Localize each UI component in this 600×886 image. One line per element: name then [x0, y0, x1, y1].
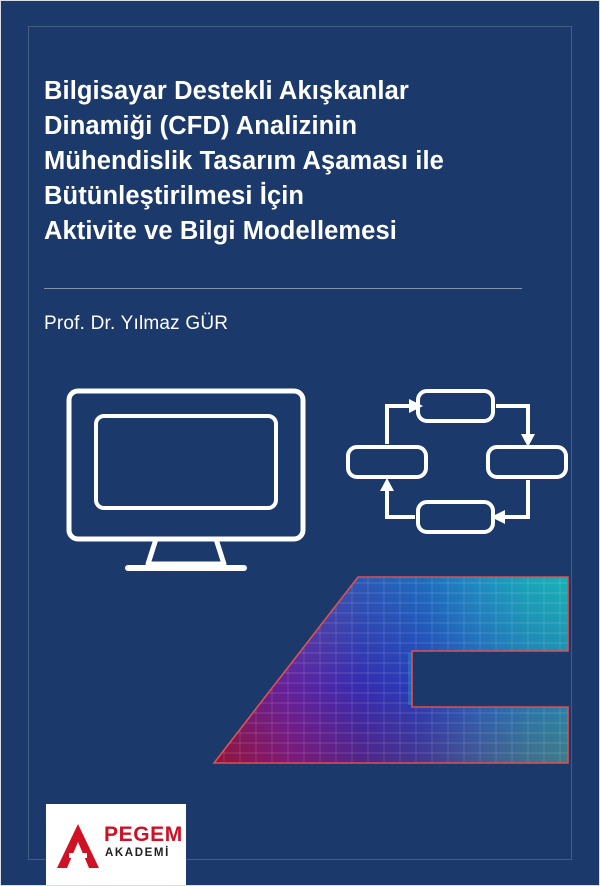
title-line-1: Bilgisayar Destekli Akışkanlar [44, 77, 409, 105]
publisher-subtitle: AKADEMİ [105, 847, 170, 859]
process-cycle-diagram [345, 388, 570, 538]
title-line-4: Bütünleştirilmesi İçin [44, 182, 305, 210]
cfd-velocity-vector-plot [212, 575, 570, 780]
title-line-3: Mühendislik Tasarım Aşaması ile [44, 147, 444, 175]
publisher-name: PEGEM [104, 823, 183, 846]
title-line-5: Aktivite ve Bilgi Modellemesi [44, 217, 397, 245]
book-title [44, 74, 544, 249]
pegem-a-mark-icon [56, 822, 100, 870]
title-divider [44, 288, 522, 289]
title-line-2: Dinamiği (CFD) Analizinin [44, 112, 358, 140]
publisher-logo [46, 804, 186, 886]
author-name: Prof. Dr. Yılmaz GÜR [44, 313, 229, 334]
computer-monitor-icon [66, 388, 306, 573]
